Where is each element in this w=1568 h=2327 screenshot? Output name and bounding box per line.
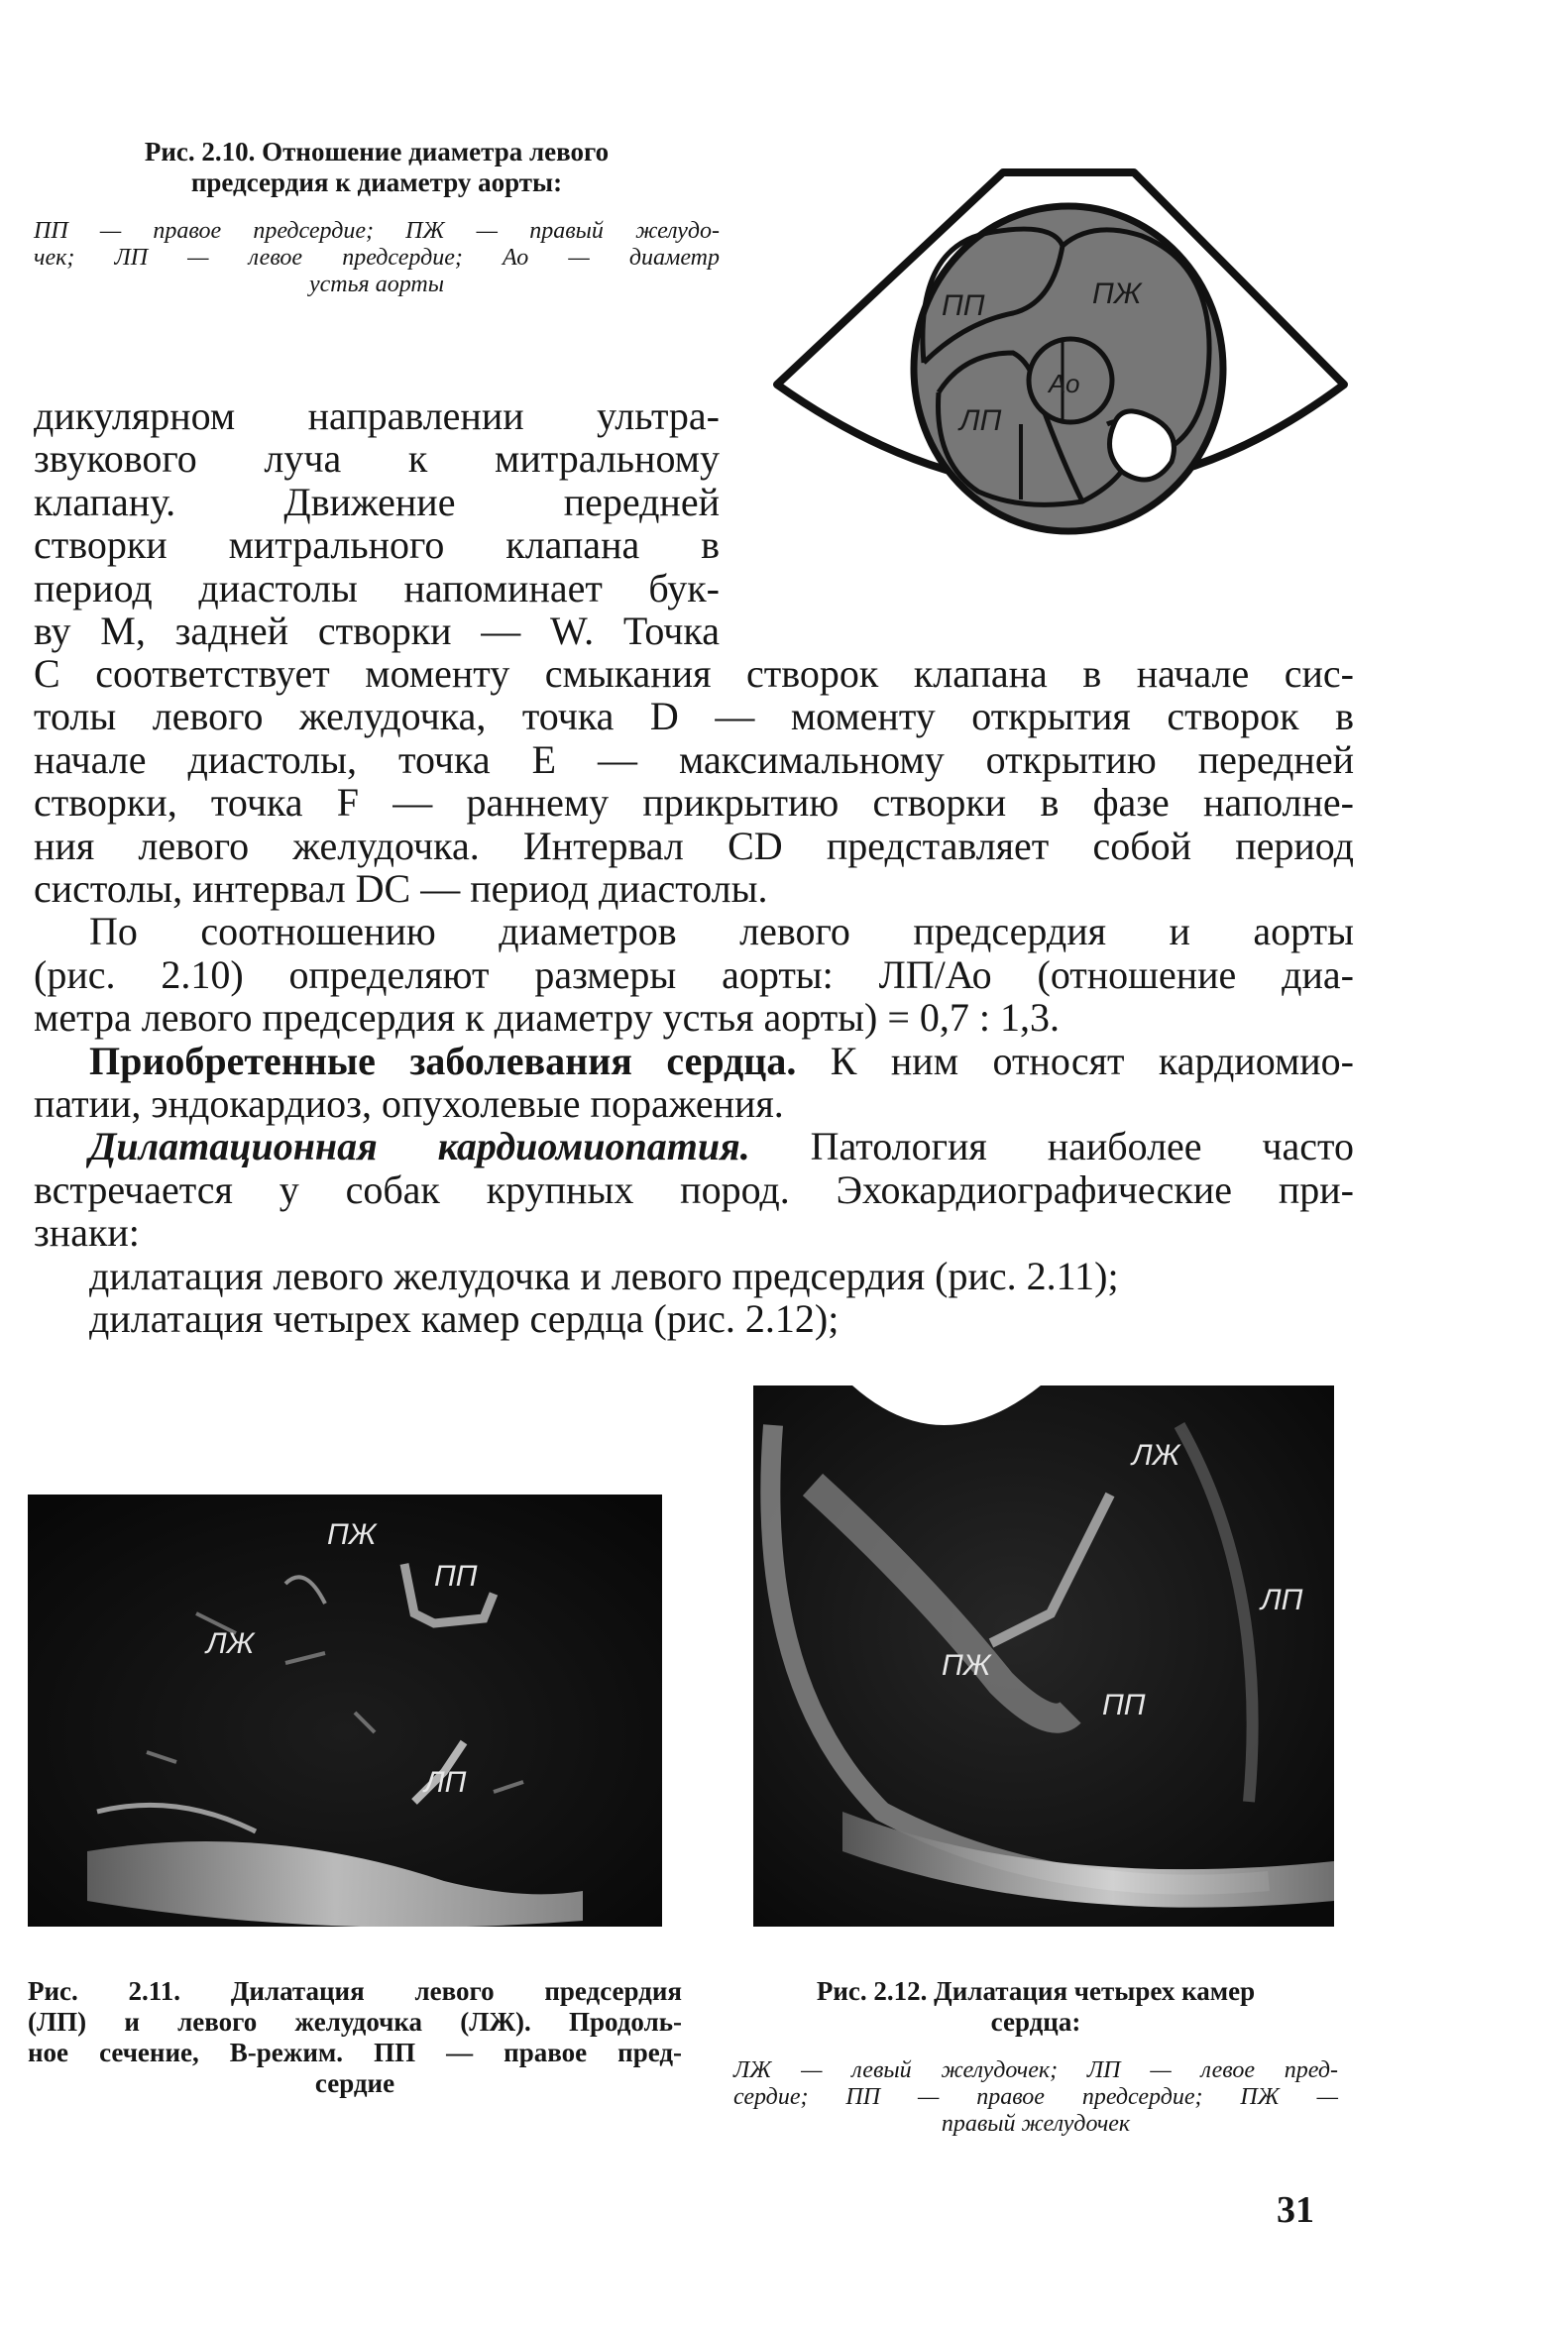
- para3-line-2: патии, эндокардиоз, опухолевые поражения.: [34, 1081, 784, 1127]
- para1-line-3: начале диастолы, точка E — максимальному открытию передней: [34, 736, 1354, 782]
- figure-2-10-diagram: [765, 165, 1358, 543]
- list-item-1: дилатация левого желудочка и левого предсердия (рис. 2.11);: [89, 1253, 1119, 1298]
- figure-2-11-caption: [28, 1976, 682, 2099]
- figure-2-12-legend-line3: правый желудочек: [941, 2111, 1131, 2137]
- figure-2-11-caption-text: [28, 1976, 682, 2099]
- para4-line-3: знаки:: [34, 1210, 140, 1256]
- para4-lead: Дилатационная кардиомиопатия.: [89, 1124, 750, 1169]
- para2-line-3: метра левого предсердия к диаметру устья аорты) = 0,7 : 1,3.: [34, 995, 1061, 1041]
- ultrasound-image-2-11: [28, 1495, 662, 1927]
- figure-2-11-caption-line1: Рис. 2.11. Дилатация левого предсердия: [28, 1976, 682, 2006]
- para4-line-2: встречается у собак крупных пород. Эхокардиографические при-: [34, 1166, 1354, 1212]
- figure-2-12-caption: [733, 1976, 1338, 2138]
- figure-2-11-caption-line3: ное сечение, B-режим. ПП — правое пред-: [28, 2038, 682, 2067]
- figure-2-10-legend-line2: чек; ЛП — левое предсердие; Ао — диаметр: [34, 245, 720, 271]
- diagram-label-pp: ПП: [942, 289, 985, 322]
- heart-cross-section-diagram: [765, 165, 1358, 543]
- photo-2-11-label-lp: ЛП: [424, 1766, 467, 1799]
- para4-line1-rest: Патология наиболее часто: [749, 1124, 1354, 1169]
- figure-2-12-title: [733, 1976, 1338, 2038]
- diagram-label-pzh: ПЖ: [1092, 277, 1142, 310]
- figure-2-10-title-line2: предсердия к диаметру аорты:: [190, 167, 563, 197]
- wrap-line-4: створки митрального клапана в: [34, 522, 720, 568]
- main-text-block: [34, 652, 1354, 1341]
- para1-line-6: систолы, интервал DC — период диастолы.: [34, 866, 768, 912]
- wrap-line-1: дикулярном направлении ультра-: [34, 393, 720, 438]
- para1-line-2: толы левого желудочка, точка D — моменту открытия створок в: [34, 694, 1354, 739]
- figure-2-12-legend-line2: сердие; ПП — правое предсердие; ПЖ —: [733, 2084, 1338, 2110]
- para1-line-5: ния левого желудочка. Интервал CD представляет собой период: [34, 823, 1354, 868]
- figure-2-11-caption-line2: (ЛП) и левого желудочка (ЛЖ). Продоль-: [28, 2007, 682, 2037]
- para3-line1-rest: К ним относят кардиомио-: [796, 1038, 1354, 1083]
- figure-2-12-legend-line1: ЛЖ — левый желудочек; ЛП — левое пред-: [733, 2057, 1338, 2083]
- figure-2-11-caption-line4: сердие: [314, 2068, 395, 2098]
- figure-2-11-image: [28, 1495, 662, 1927]
- diagram-label-lp: ЛП: [959, 404, 1002, 437]
- wrap-line-2: звукового луча к митральному: [34, 436, 720, 482]
- photo-2-11-label-lzh: ЛЖ: [206, 1627, 255, 1660]
- figure-2-12-title-line2: сердца:: [990, 2007, 1081, 2037]
- para3-lead: Приобретенные заболевания сердца.: [89, 1038, 797, 1083]
- figure-2-10-legend-line3: устья аорты: [309, 272, 444, 297]
- figure-2-10-title: [34, 137, 720, 198]
- para2-line-1: По соотношению диаметров левого предсердия и аорты: [89, 909, 1354, 954]
- para1-line-4: створки, точка F — раннему прикрытию створки в фазе наполне-: [34, 780, 1354, 826]
- para2-line-2: (рис. 2.10) определяют размеры аорты: ЛП/Ао (отношение диа-: [34, 951, 1354, 997]
- figure-2-10-legend-line1: ПП — правое предсердие; ПЖ — правый желудо-: [34, 218, 720, 244]
- para1-line-1: C соответствует моменту смыкания створок клапана в начале сис-: [34, 651, 1354, 696]
- wrap-line-5: период диастолы напоминает бук-: [34, 565, 720, 610]
- photo-2-12-label-pp: ПП: [1102, 1689, 1146, 1721]
- list-item-2: дилатация четырех камер сердца (рис. 2.12);: [89, 1296, 840, 1342]
- para4-line-1: [34, 1125, 1354, 1167]
- photo-2-12-label-pzh: ПЖ: [942, 1649, 991, 1682]
- wrap-line-6: ву M, задней створки — W. Точка: [34, 609, 720, 654]
- figure-2-10-legend: [34, 218, 720, 298]
- photo-2-12-label-lp: ЛП: [1261, 1584, 1303, 1616]
- figure-2-12-legend: [733, 2057, 1338, 2138]
- figure-2-10-caption: [34, 137, 720, 298]
- photo-2-11-label-pp: ПП: [434, 1560, 478, 1593]
- para3-line-1: [34, 1040, 1354, 1082]
- page-number: 31: [1277, 2189, 1314, 2231]
- wrap-line-3: клапану. Движение передней: [34, 479, 720, 524]
- ultrasound-image-2-12: [753, 1385, 1334, 1927]
- figure-2-12-image: [753, 1385, 1334, 1927]
- diagram-label-ao: Ао: [1049, 369, 1080, 398]
- figure-2-10-title-line1: Рис. 2.10. Отношение диаметра левого: [144, 137, 610, 166]
- photo-2-11-label-pzh: ПЖ: [327, 1518, 377, 1551]
- wrap-text-block: [34, 394, 720, 652]
- figure-2-12-title-line1: Рис. 2.12. Дилатация четырех камер: [816, 1976, 1256, 2006]
- photo-2-12-label-lzh: ЛЖ: [1132, 1439, 1180, 1472]
